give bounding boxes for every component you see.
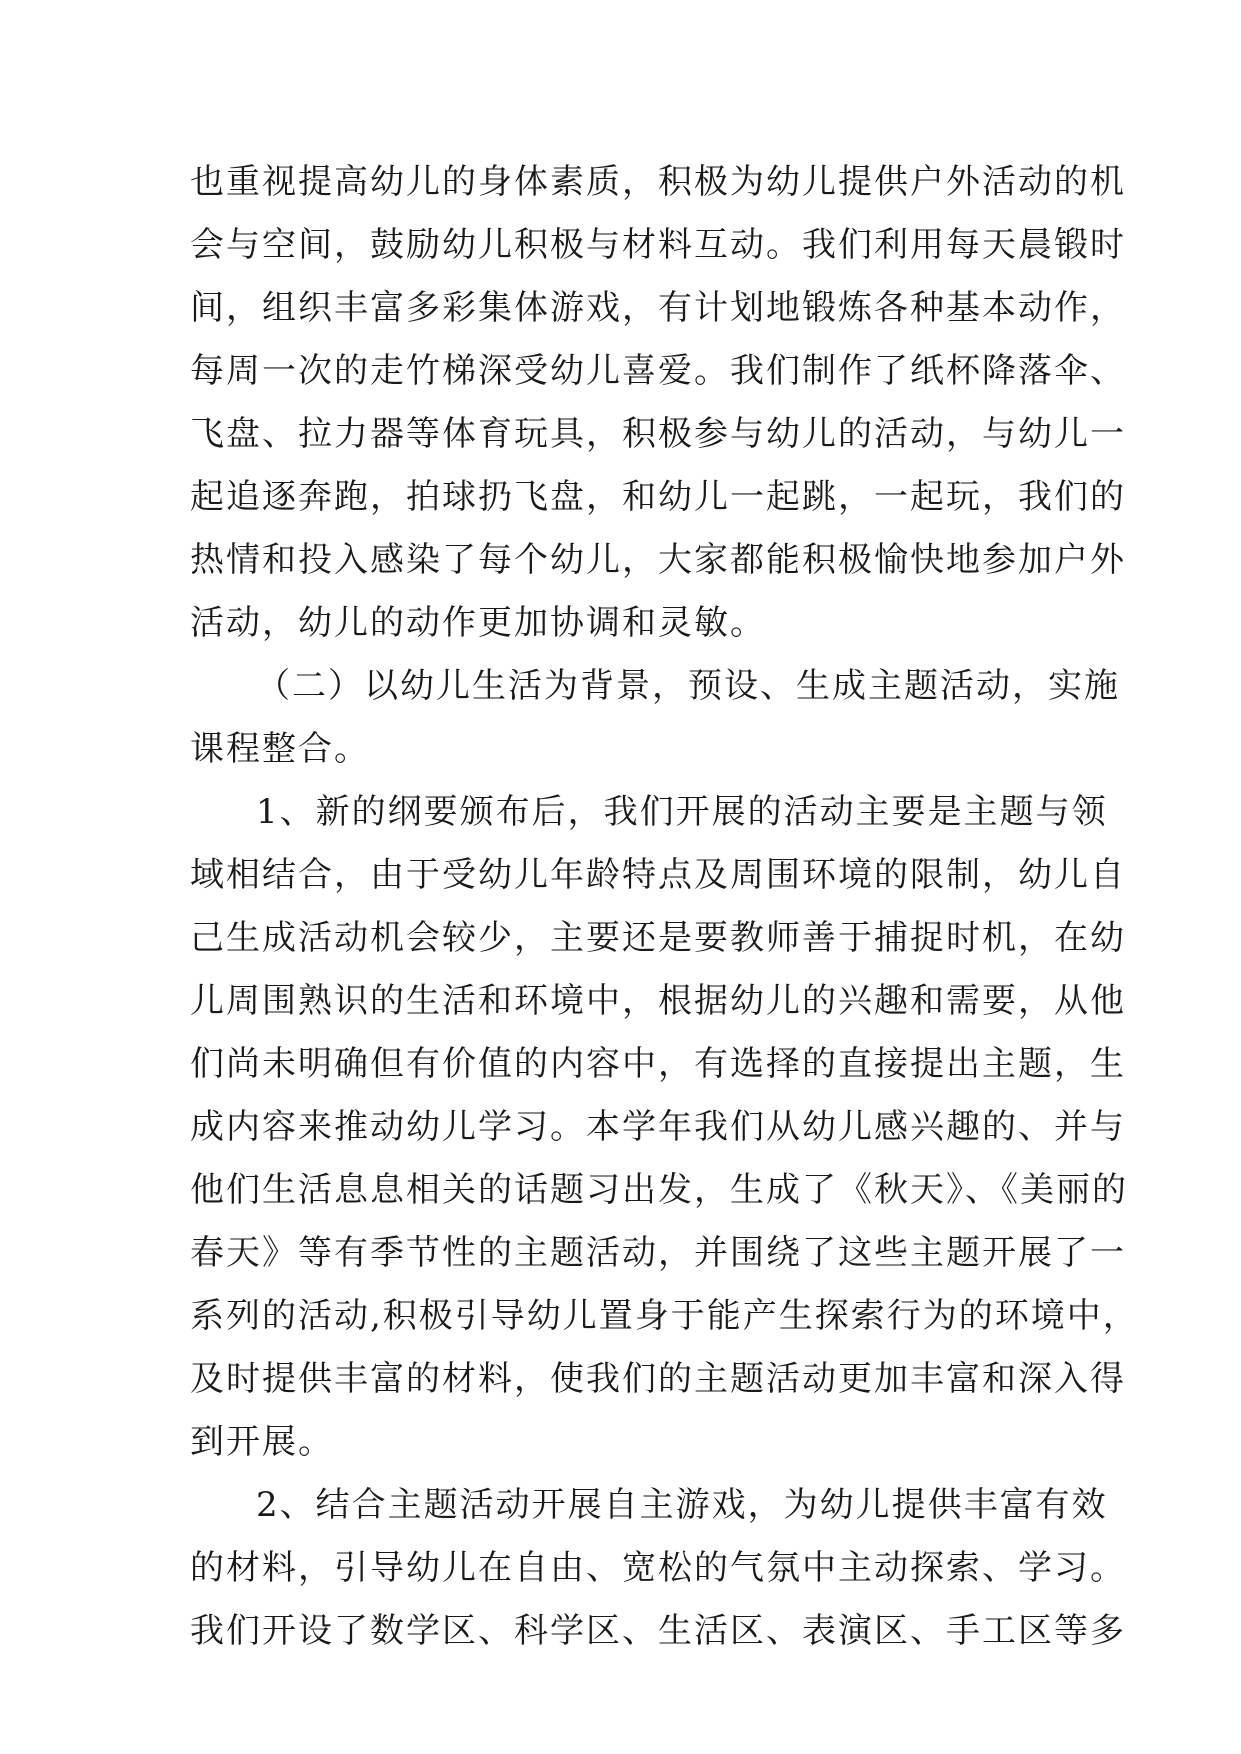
text-line: 到开展。: [190, 1422, 334, 1462]
text-line: 己生成活动机会较少，主要还是要教师善于捕捉时机，在幼: [190, 918, 1126, 958]
text-line: 的材料，引导幼儿在自由、宽松的气氛中主动探索、学习。: [190, 1548, 1126, 1588]
text-line: 成内容来推动幼儿学习。本学年我们从幼儿感兴趣的、并与: [190, 1107, 1126, 1147]
text-line: 们尚未明确但有价值的内容中，有选择的直接提出主题，生: [190, 1044, 1126, 1084]
section-heading-continuation: 课程整合。: [190, 729, 370, 769]
text-line: 系列的活动,积极引导幼儿置身于能产生探索行为的环境中，: [190, 1296, 1139, 1336]
text-line: 起追逐奔跑，拍球扔飞盘，和幼儿一起跳，一起玩，我们的: [190, 477, 1126, 517]
text-line: 间，组织丰富多彩集体游戏，有计划地锻炼各种基本动作，: [190, 288, 1126, 328]
text-line: 及时提供丰富的材料，使我们的主题活动更加丰富和深入得: [190, 1359, 1126, 1399]
text-line: 春天》等有季节性的主题活动，并围绕了这些主题开展了一: [190, 1233, 1126, 1273]
text-line: 会与空间，鼓励幼儿积极与材料互动。我们利用每天晨锻时: [190, 225, 1126, 265]
paragraph-2-first-line: 2、结合主题活动开展自主游戏，为幼儿提供丰富有效: [256, 1485, 1108, 1525]
text-line: 活动，幼儿的动作更加协调和灵敏。: [190, 603, 766, 643]
text-line: 他们生活息息相关的话题习出发，生成了《秋天》、《美丽的: [190, 1170, 1128, 1210]
text-line: 每周一次的走竹梯深受幼儿喜爱。我们制作了纸杯降落伞、: [190, 351, 1126, 391]
text-line: 我们开设了数学区、科学区、生活区、表演区、手工区等多: [190, 1611, 1126, 1651]
text-line: 飞盘、拉力器等体育玩具，积极参与幼儿的活动，与幼儿一: [190, 414, 1126, 454]
text-line: 儿周围熟识的生活和环境中，根据幼儿的兴趣和需要，从他: [190, 981, 1126, 1021]
text-line: 也重视提高幼儿的身体素质，积极为幼儿提供户外活动的机: [190, 162, 1126, 202]
text-line: 域相结合，由于受幼儿年龄特点及周围环境的限制，幼儿自: [190, 855, 1126, 895]
text-line: 热情和投入感染了每个幼儿，大家都能积极愉快地参加户外: [190, 540, 1126, 580]
paragraph-1-first-line: 1、新的纲要颁布后，我们开展的活动主要是主题与领: [256, 792, 1108, 832]
section-heading: （二）以幼儿生活为背景，预设、生成主题活动，实施: [256, 666, 1120, 706]
